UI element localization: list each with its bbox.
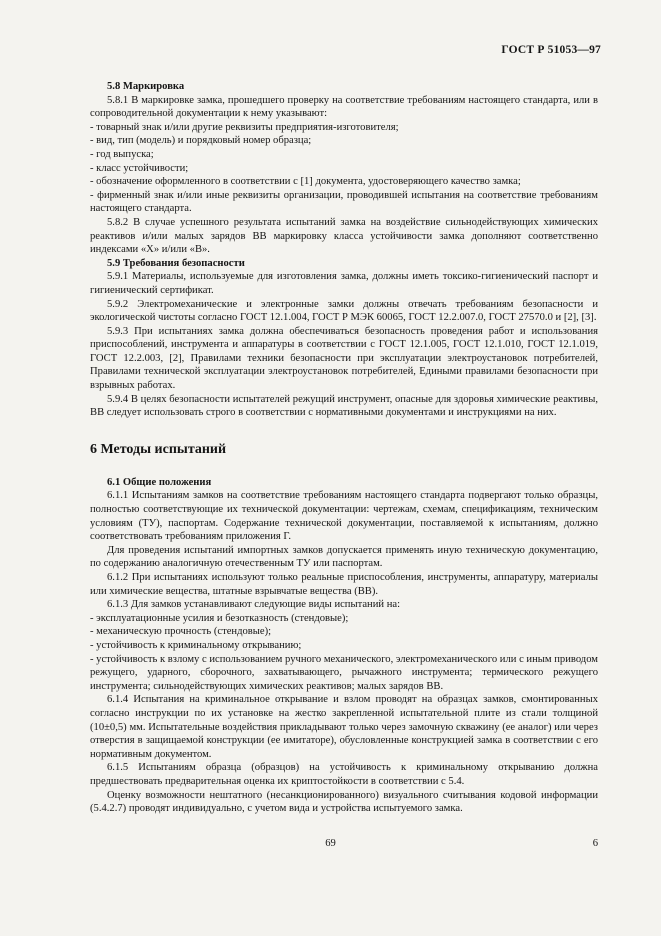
page-content: [90, 80, 598, 816]
chapter-heading-6: 6 Методы испытаний: [90, 441, 227, 457]
list-item: - устойчивость к криминальному открыванию;: [90, 639, 302, 651]
paragraph-5-9-2: 5.9.2 Электромеханические и электронные замки должны отвечать требованиям безопасности и экологической чистоты согласно ГОСТ 12.1.004, ГОСТ Р МЭК 60065, ГОСТ 12.2.007.0, ГОСТ 27570.0 и [2], [3].: [90, 298, 598, 324]
paragraph-6-1-5: 6.1.5 Испытаниям образца (образцов) на устойчивость к криминальному открыванию должна предшествовать предварительная оценка их криптостойкости в соответствии с 5.4.: [90, 762, 598, 787]
paragraph-6-1-5-cont: Оценку возможности нештатного (несанкционированного) визуального считывания кодовой информации (5.4.2.7) проводят индивидуально, с учетом вида и устройства испытуемого замка.: [90, 789, 598, 815]
section-heading-5-8: 5.8 Маркировка: [107, 81, 185, 92]
paragraph-5-9-3: 5.9.3 При испытаниях замка должна обеспечиваться безопасность проведения работ и использования приспособлений, инструмента и аппаратуры в соответствии с ГОСТ 12.1.005, ГОСТ 12.1.010, ГОСТ 12.1.019, ГОСТ 12.2.003, [2], Правилами техники безопасности при эксплуатации электроустановок потребителей, Правилами технической эксплуатации электроустановок потребителей, Едиными правилами безопасности при взрывных работах.: [90, 325, 598, 392]
list-item: - вид, тип (модель) и порядковый номер образца;: [90, 135, 312, 147]
paragraph-5-8-1: 5.8.1 В маркировке замка, прошедшего проверку на соответствие требованиям настоящего стандарта, или в сопроводительной документации к нему указывают:: [90, 94, 598, 120]
paragraph-6-1-1: 6.1.1 Испытаниям замков на соответствие требованиям настоящего стандарта подвергают только образцы, полностью соответствующие их технической документации: чертежам, схемам, спецификациям, техническим условиям (ТУ), паспортам. Содержание технической документации, поставляемой к испытаниям, должно соответствовать требованиям приложения Г.: [90, 490, 598, 543]
paragraph-5-8-2: 5.8.2 В случае успешного результата испытаний замка на воздействие сильнодействующих химических реактивов и/или малых зарядов ВВ маркировку класса устойчивости замка дополняют соответственно индексами «Х» и/или «В».: [90, 216, 598, 256]
paragraph-6-1-2: 6.1.2 При испытаниях используют только реальные приспособления, инструменты, аппаратуру, материалы или химические вещества, штатные взрывчатые вещества (ВВ).: [90, 572, 598, 597]
list-item: - обозначение оформленного в соответствии с [1] документа, удостоверяющего качество замка;: [90, 176, 521, 188]
section-heading-5-9: 5.9 Требования безопасности: [107, 257, 245, 269]
paragraph-5-9-1: 5.9.1 Материалы, используемые для изготовления замка, должны иметь токсико-гигиенический паспорт и гигиенический сертификат.: [90, 271, 598, 296]
paragraph-6-1-4: 6.1.4 Испытания на криминальное открывание и взлом проводят на образцах замков, смонтированных согласно инструкции по их установке на жестко закрепленной испытательной плите из стали толщиной (10±0,5) мм. Испытательные воздействия прикладывают только через замочную скважину (ее аналог) или через отверстия в защищаемой конструкции (ее имитаторе), обусловленные конструкцией замка в соответствии с его нормативным документом.: [90, 694, 598, 760]
paragraph-6-1-1-cont: Для проведения испытаний импортных замков допускается применять иную техническую документацию, по содержанию аналогичную отечественным ТУ или паспортам.: [90, 544, 598, 570]
paragraph-6-1-3: 6.1.3 Для замков устанавливают следующие виды испытаний на:: [107, 599, 401, 611]
list-item: - механическую прочность (стендовые);: [90, 626, 272, 638]
paragraph-5-9-4: 5.9.4 В целях безопасности испытателей режущий инструмент, опасные для здоровья химические реактивы, ВВ следует использовать строго в соответствии с нормативными документами и инструкциями на них.: [90, 393, 598, 419]
section-heading-6-1: 6.1 Общие положения: [107, 476, 212, 488]
list-item: - товарный знак и/или другие реквизиты предприятия-изготовителя;: [90, 121, 399, 133]
document-code: ГОСТ Р 51053—97: [501, 44, 601, 56]
list-item: - фирменный знак и/или иные реквизиты организации, проводившей испытания на соответствие требованиям настоящего стандарта.: [90, 189, 598, 215]
page-number: 69: [325, 838, 336, 849]
sheet-number: 6: [592, 838, 598, 849]
list-item: - год выпуска;: [90, 148, 154, 160]
list-item: - устойчивость к взлому с использованием ручного механического, электромеханического или с иным приводом режущего, ударного, сборочного, захватывающего, рычажного инструмента; термического режущего инструмента; сильнодействующих химических реактивов; малых зарядов ВВ.: [90, 653, 598, 692]
list-item: - класс устойчивости;: [90, 162, 189, 174]
list-item: - эксплуатационные усилия и безотказность (стендовые);: [90, 612, 349, 624]
